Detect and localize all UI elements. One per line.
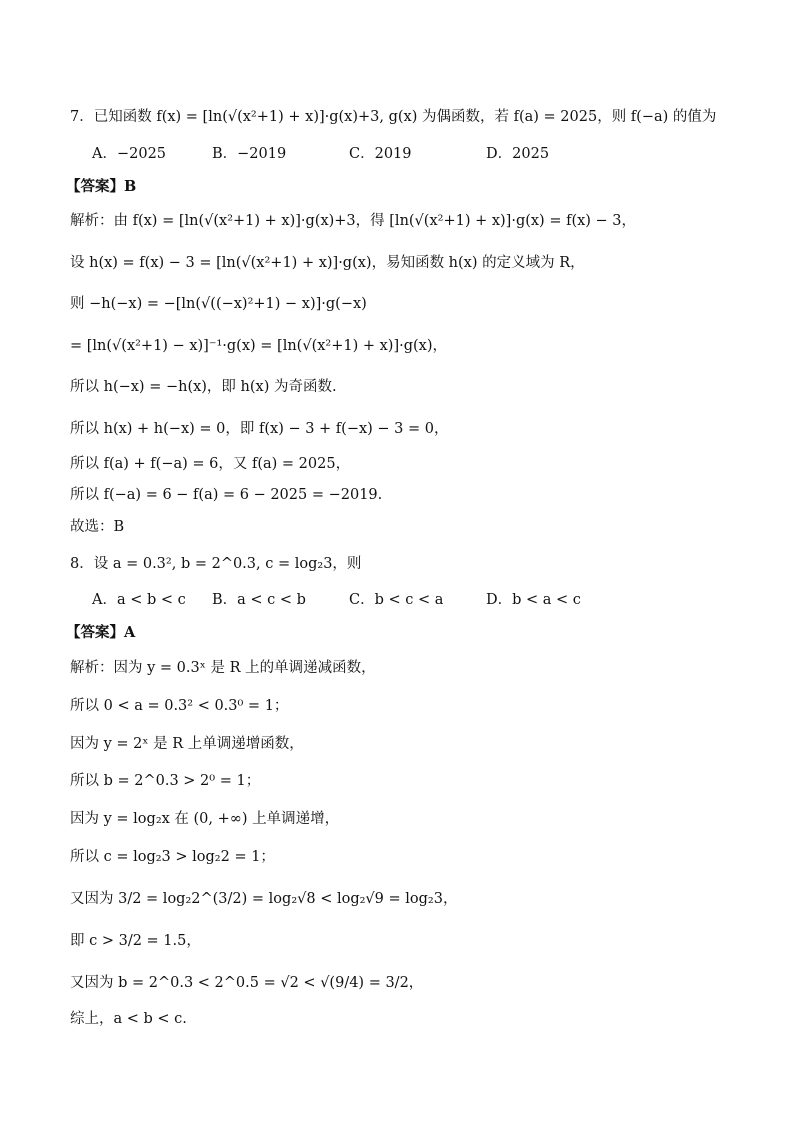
q7-option-c <box>349 143 412 165</box>
q7-solution-line-7: 所以 f(a) + f(−a) = 6，又 f(a) = 2025， <box>70 456 351 472</box>
q8-option-c-text: b < c < a <box>374 592 444 608</box>
q8-solution-line-7: 又因为 3/2 = log₂2^(3/2) = log₂√8 < log₂√9 = log₂3， <box>70 891 458 907</box>
q8-solution-line-9: 又因为 b = 2^0.3 < 2^0.5 = √2 < √(9/4) = 3/2， <box>70 975 424 991</box>
q8-option-a-text: a < b < c <box>116 592 186 608</box>
q7-solution-line-6: 所以 h(x) + h(−x) = 0，即 f(x) − 3 + f(−x) − 3 = 0， <box>70 421 449 437</box>
q7-solution-line-3: 则 −h(−x) = −[ln(√((−x)²+1) − x)]·g(−x) <box>70 296 367 312</box>
q7-option-c-label: C． <box>349 146 375 162</box>
q8-option-a <box>92 589 186 611</box>
q8-option-c <box>349 589 443 611</box>
q8-option-b <box>212 589 306 611</box>
q8-option-d-text: b < a < c <box>512 592 581 608</box>
q7-solution-line-2: 设 h(x) = f(x) − 3 = [ln(√(x²+1) + x)]·g(x)，易知函数 h(x) 的定义域为 R， <box>70 255 585 271</box>
q7-option-d-label: D． <box>486 146 513 162</box>
q8-solution-line-6: 所以 c = log₂3 > log₂2 = 1； <box>70 849 275 865</box>
q8-solution-line-4: 所以 b = 2^0.3 > 2⁰ = 1； <box>70 773 261 789</box>
q7-solution-line-9: 故选：B <box>70 519 125 535</box>
q7-solution-line-1: 解析：由 f(x) = [ln(√(x²+1) + x)]·g(x)+3，得 [ln(√(x²+1) + x)]·g(x) = f(x) − 3， <box>70 213 637 229</box>
q8-stem: 8．设 a = 0.3², b = 2^0.3, c = log₂3，则 <box>70 556 362 572</box>
q7-option-a-text: −2025 <box>116 146 167 162</box>
q7-option-b <box>212 143 286 165</box>
q8-option-d <box>486 589 581 611</box>
q8-option-d-label: D． <box>486 592 513 608</box>
q8-option-b-label: B． <box>212 592 238 608</box>
q7-option-a-label: A． <box>92 146 117 162</box>
q7-option-d-text: 2025 <box>512 146 550 162</box>
q7-option-b-text: −2019 <box>237 146 287 162</box>
q7-option-d <box>486 143 549 165</box>
q8-solution-line-10: 综上，a < b < c. <box>70 1011 187 1027</box>
q8-solution-line-5: 因为 y = log₂x 在 (0, +∞) 上单调递增， <box>70 811 340 827</box>
q8-option-b-text: a < c < b <box>237 592 306 608</box>
q8-solution-line-8: 即 c > 3/2 = 1.5， <box>70 933 201 949</box>
q7-option-c-text: 2019 <box>374 146 412 162</box>
q7-answer: 【答案】B <box>66 178 137 195</box>
q7-solution-line-4: = [ln(√(x²+1) − x)]⁻¹·g(x) = [ln(√(x²+1) + x)]·g(x)， <box>70 338 447 354</box>
q8-solution-line-1: 解析：因为 y = 0.3ˣ 是 R 上的单调递减函数， <box>70 660 376 676</box>
q8-solution-line-2: 所以 0 < a = 0.3² < 0.3⁰ = 1； <box>70 698 289 714</box>
q7-solution-line-5: 所以 h(−x) = −h(x)，即 h(x) 为奇函数. <box>70 379 337 395</box>
q7-option-a <box>92 143 166 165</box>
q7-option-b-label: B． <box>212 146 238 162</box>
q7-solution-line-8: 所以 f(−a) = 6 − f(a) = 6 − 2025 = −2019. <box>70 487 383 503</box>
q8-option-c-label: C． <box>349 592 375 608</box>
q8-answer: 【答案】A <box>66 624 136 641</box>
q8-solution-line-3: 因为 y = 2ˣ 是 R 上单调递增函数， <box>70 736 304 752</box>
q8-option-a-label: A． <box>92 592 117 608</box>
q7-stem: 7．已知函数 f(x) = [ln(√(x²+1) + x)]·g(x)+3, g(x) 为偶函数，若 f(a) = 2025，则 f(−a) 的值为 <box>70 109 717 125</box>
